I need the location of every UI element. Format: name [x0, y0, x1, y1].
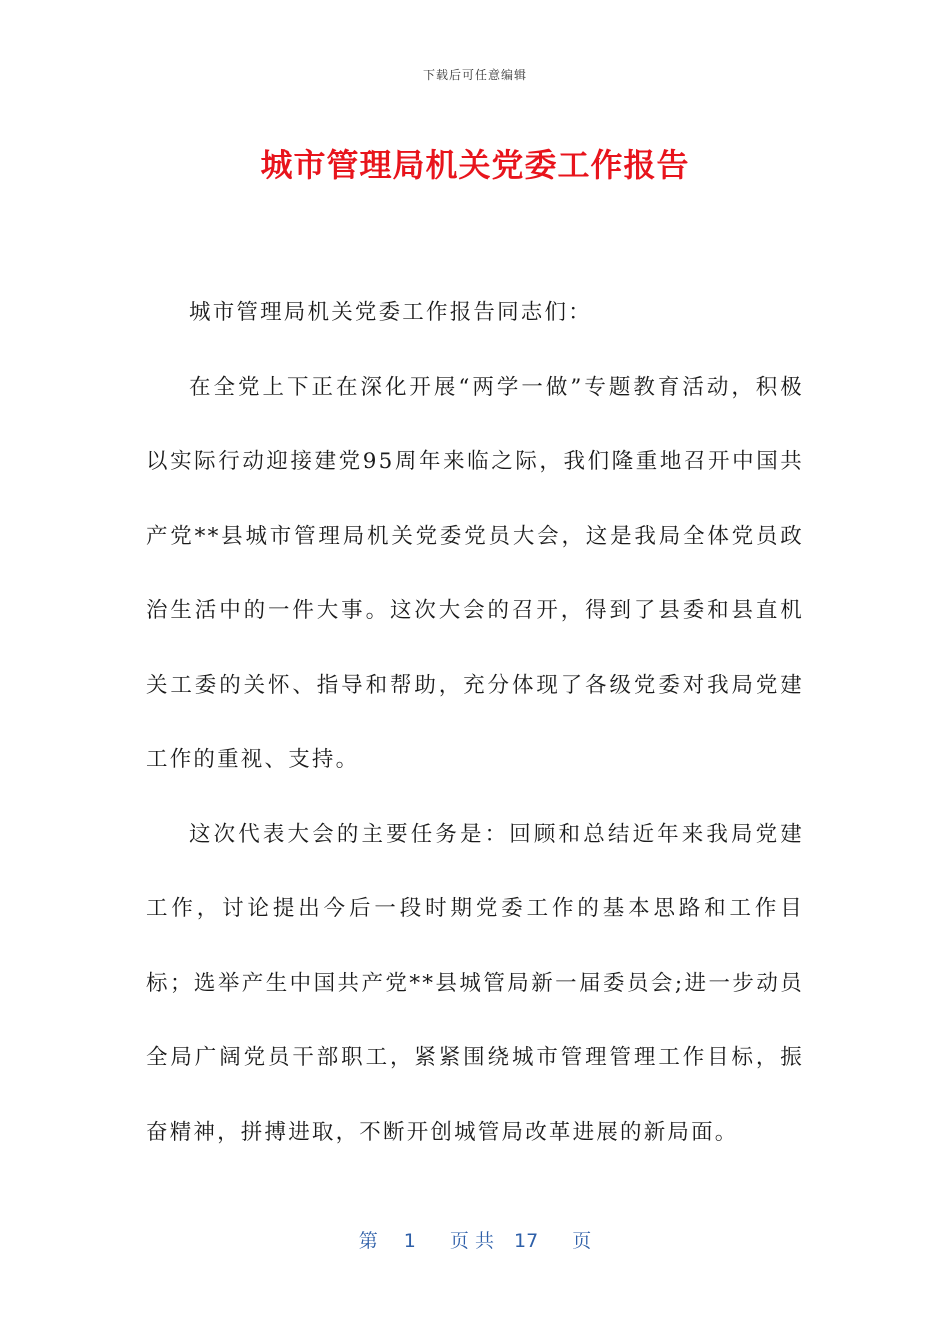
current-page-number: 1: [403, 1230, 416, 1252]
document-title: 城市管理局机关党委工作报告: [260, 146, 690, 184]
paragraph-greeting: 城市管理局机关党委工作报告同志们：: [189, 300, 592, 325]
paragraph-intro: 在全党上下正在深化开展“两学一做”专题教育活动，积极以实际行动迎接建党95周年来临之际，我们隆重地召开中国共产党**县城市管理局机关党委党员大会，这是我局全体党员政治生活中的一件大事。这次大会的召开，得到了县委和县直机关工委的关怀、指导和帮助，充分体现了各级党委对我局党建工作的重视、支持。: [146, 374, 804, 772]
header-note: 下载后可任意编辑: [422, 68, 527, 82]
footer-middle: 页 共: [449, 1230, 494, 1252]
total-page-number: 17: [514, 1230, 539, 1252]
page-footer: [0, 1226, 950, 1253]
footer-prefix: 第: [358, 1230, 378, 1252]
document-body: [146, 276, 804, 1170]
paragraph-tasks: 这次代表大会的主要任务是：回顾和总结近年来我局党建工作，讨论提出今后一段时期党委工作的基本思路和工作目标；选举产生中国共产党**县城管局新一届委员会;进一步动员全局广阔党员干部职工，紧紧围绕城市管理管理工作目标，振奋精神，拼搏进取，不断开创城管局改革进展的新局面。: [146, 821, 804, 1145]
footer-suffix: 页: [572, 1230, 592, 1252]
